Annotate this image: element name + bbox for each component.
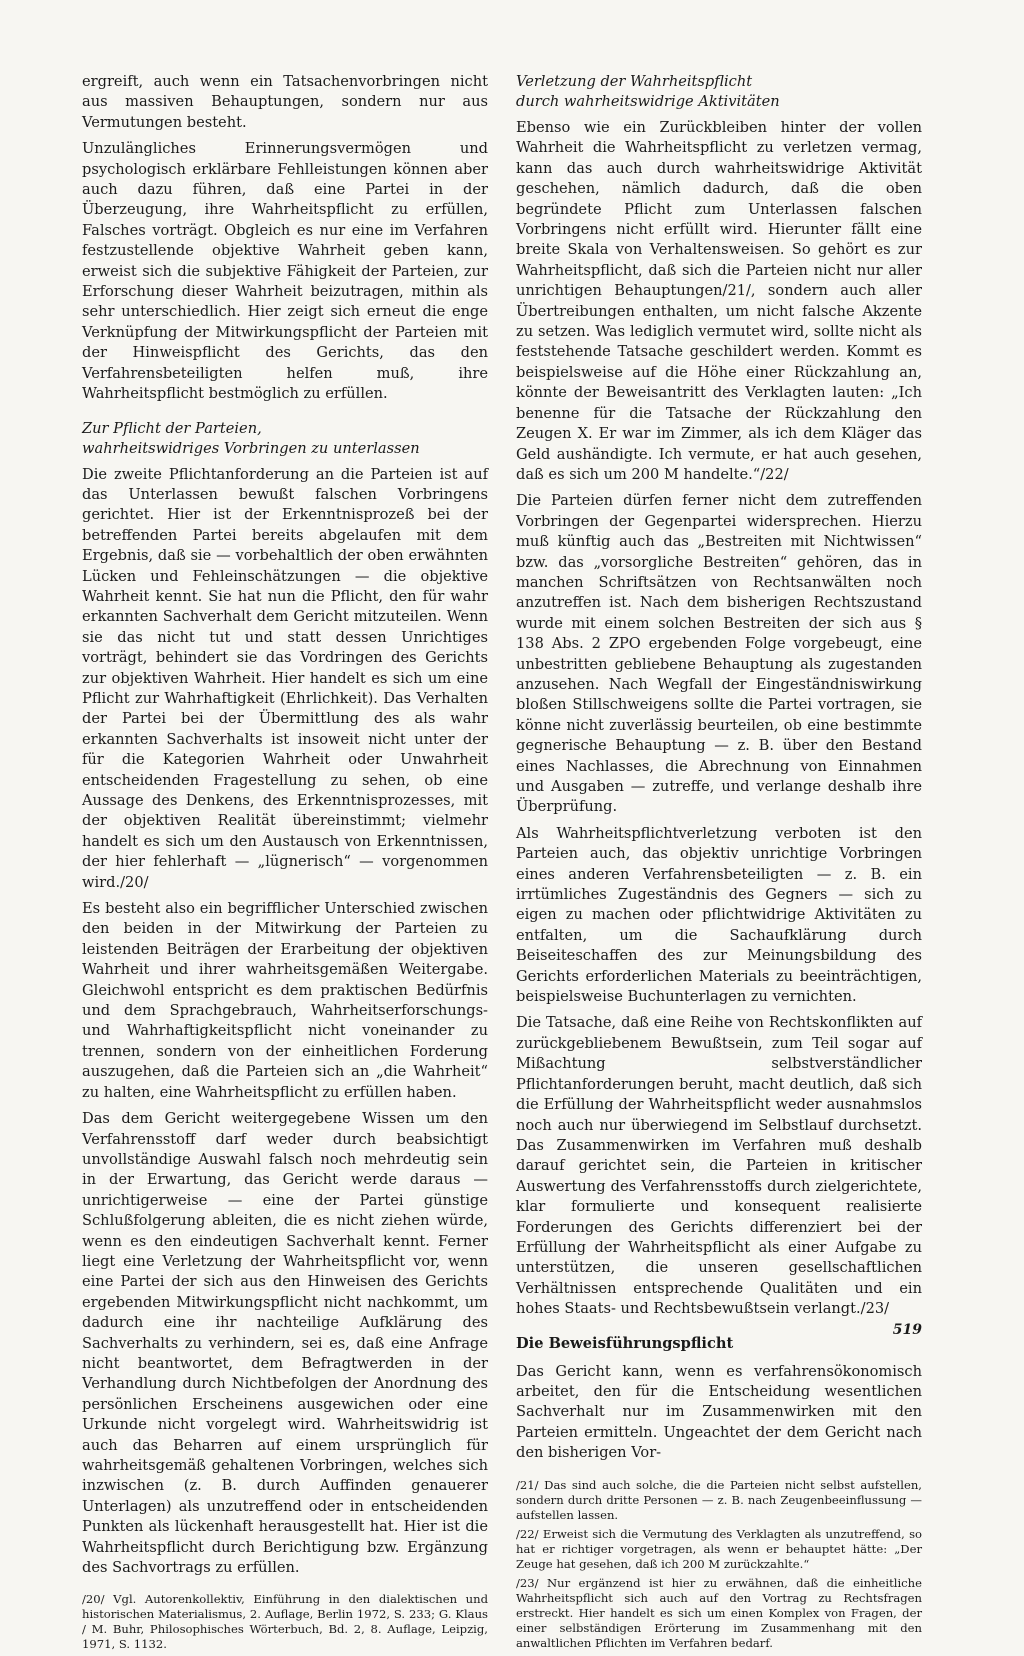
section-heading-line: wahrheitswidriges Vorbringen zu unterlassen: [82, 439, 420, 457]
right-column: [516, 72, 922, 1655]
section-heading-line: Zur Pflicht der Parteien,: [82, 419, 262, 437]
body-paragraph: Die Tatsache, daß eine Reihe von Rechtskonflikten auf zurückgebliebenem Bewußtsein, zum Teil sogar auf Mißachtung selbstverständlicher Pflichtanforderungen beruht, macht deutlich, daß sich die Erfüllung der Wahrheitspflicht weder ausnahmslos noch auch nur überwiegend im Selbstlauf durchsetzt. Das Zusammenwirken im Verfahren muß deshalb darauf gerichtet sein, die Parteien in kritischer Auswertung des Verfahrensstoffs durch zielgerichtete, klar formulierte und konsequent realisierte Forderungen des Gerichts differenziert bei der Erfüllung der Wahrheitspflicht als einer Aufgabe zu unterstützen, die unseren gesellschaftlichen Verhältnissen entsprechende Qualitäten und ein hohes Staats- und Rechtsbewußtsein verlangt./23/: [516, 1014, 922, 1318]
body-paragraph: Die zweite Pflichtanforderung an die Parteien ist auf das Unterlassen bewußt falschen Vorbringens gerichtet. Hier ist der Erkenntnisprozeß bei der betreffenden Partei bereits abgelaufen mit dem Ergebnis, daß sie — vorbehaltlich der oben erwähnten Lücken und Fehleinschätzungen — die objektive Wahrheit kennt. Sie hat nun die Pflicht, den für wahr erkannten Sachverhalt dem Gericht mitzuteilen. Wenn sie das nicht tut und statt dessen Unrichtiges vorträgt, behindert sie das Vordringen des Gerichts zur objektiven Wahrheit. Hier handelt es sich um eine Pflicht zur Wahrhaftigkeit (Ehrlichkeit). Das Verhalten der Partei bei der Übermittlung des als wahr erkannten Sachverhalts ist insoweit nicht unter der für die Kategorien Wahrheit oder Unwahrheit entscheidenden Fragestellung zu sehen, ob eine Aussage des Denkens, des Erkenntnisprozesses, mit der objektiven Realität übereinstimmt; vielmehr handelt es sich um den Austausch von Erkenntnissen, der hier fehlerhaft — „lügnerisch“ — vorgenommen wird./20/: [82, 465, 488, 891]
footnote: /22/ Erweist sich die Vermutung des Verklagten als unzutreffend, so hat er richtiger vorgetragen, als wenn er behauptet hätte: „Der Zeuge hat gesehen, daß ich 200 M zurückzahlte.“: [516, 1526, 922, 1571]
body-paragraph: ergreift, auch wenn ein Tatsachenvorbringen nicht aus massiven Behauptungen, sondern nur aus Vermutungen besteht.: [82, 73, 488, 131]
footnotes: [516, 1478, 922, 1651]
footnote: /20/ Vgl. Autorenkollektiv, Einführung in den dialektischen und historischen Materialismus, 2. Auflage, Berlin 1972, S. 233; G. Klaus / M. Buhr, Philosophisches Wörterbuch, Bd. 2, 8. Auflage, Leipzig, 1971, S. 1132.: [82, 1592, 488, 1652]
section-heading-bold: Die Beweisführungspflicht: [516, 1334, 734, 1352]
section-heading: [516, 72, 922, 112]
footnote: /21/ Das sind auch solche, die die Parteien nicht selbst aufstellen, sondern durch dritte Personen — z. B. nach Zeugenbeeinflussung — aufstellen lassen.: [516, 1477, 922, 1522]
body-paragraph: Unzulängliches Erinnerungsvermögen und psychologisch erklärbare Fehlleistungen können aber auch dazu führen, daß eine Partei in der Überzeugung, ihre Wahrheitspflicht zu erfüllen, Falsches vorträgt. Obgleich es nur eine im Verfahren festzustellende objektive Wahrheit geben kann, erweist sich die subjektive Fähigkeit der Parteien, zur Erforschung dieser Wahrheit beizutragen, mithin als sehr unterschiedlich. Hier zeigt sich erneut die enge Verknüpfung der Mitwirkungspflicht der Parteien mit der Hinweispflicht des Gerichts, das den Verfahrensbeteiligten helfen muß, ihre Wahrheitspflicht bestmöglich zu erfüllen.: [82, 140, 488, 403]
footnote: /23/ Nur ergänzend ist hier zu erwähnen, daß die einheitliche Wahrheitspflicht sich auch auf den Vortrag zu Rechtsfragen erstreckt. Hier handelt es sich um einen Komplex von Fragen, der einer selbständigen Erörterung im Zusammenhang mit den anwaltlichen Pflichten im Verfahren bedarf.: [516, 1575, 922, 1650]
left-column: [82, 72, 488, 1656]
body-paragraph: Die Parteien dürfen ferner nicht dem zutreffenden Vorbringen der Gegenpartei widersprechen. Hierzu muß künftig auch das „Bestreiten mit Nichtwissen“ bzw. das „vorsorgliche Bestreiten“ gehören, das in manchen Schriftsätzen von Rechtsanwälten noch anzutreffen ist. Nach dem bisherigen Rechtszustand wurde mit einem solchen Bestreiten der sich aus § 138 Abs. 2 ZPO ergebenden Folge vorgebeugt, eine unbestritten gebliebene Behauptung als zugestanden anzusehen. Nach Wegfall der Eingeständniswirkung bloßen Stillschweigens sollte die Partei vortragen, sie könne nicht zuverlässig beurteilen, ob eine bestimmte gegnerische Behauptung — z. B. über den Bestand eines Nachlasses, die Abrechnung von Einnahmen und Ausgaben — zutreffe, und verlange deshalb ihre Überprüfung.: [516, 492, 922, 816]
body-paragraph: Das dem Gericht weitergegebene Wissen um den Verfahrensstoff darf weder durch beabsichtigt unvollständige Auswahl falsch noch mehrdeutig sein in der Erwartung, das Gericht werde daraus — unrichtigerweise — eine der Partei günstige Schlußfolgerung ableiten, die es nicht ziehen würde, wenn es den eindeutigen Sachverhalt kennt. Ferner liegt eine Verletzung der Wahrheitspflicht vor, wenn eine Partei der sich aus den Hinweisen des Gerichts ergebenden Mitwirkungspflicht nicht nachkommt, um dadurch eine ihr nachteilige Aufklärung des Sachverhalts zu verhindern, sei es, daß eine Anfrage nicht beantwortet, dem Befragtwerden in der Verhandlung durch Nichtbefolgen der Anordnung des persönlichen Erscheinens ausgewichen oder eine Urkunde nicht vorgelegt wird. Wahrheitswidrig ist auch das Beharren auf einem ursprünglich für wahrheitsgemäß gehaltenen Vorbringen, welches sich inzwischen (z. B. durch Auffinden genauerer Unterlagen) als unzutreffend oder in entscheidenden Punkten als lückenhaft herausgestellt hat. Hier ist die Wahrheitspflicht durch Berichtigung bzw. Ergänzung des Sachvortrags zu erfüllen.: [82, 1110, 488, 1577]
body-paragraph: Ebenso wie ein Zurückbleiben hinter der vollen Wahrheit die Wahrheitspflicht zu verletzen vermag, kann das auch durch wahrheitswidrige Aktivität geschehen, nämlich dadurch, daß die oben begründete Pflicht zum Unterlassen falschen Vorbringens nicht erfüllt wird. Hierunter fällt eine breite Skala von Verhaltensweisen. So gehört es zur Wahrheitspflicht, daß sich die Parteien nicht nur aller unrichtigen Behauptungen/21/, sondern auch aller Übertreibungen enthalten, um nicht falsche Akzente zu setzen. Was lediglich vermutet wird, sollte nicht als feststehende Tatsache geschildert werden. Kommt es beispielsweise auf die Höhe einer Rückzahlung an, könnte der Beweisantritt des Verklagten lauten: „Ich benenne für die Tatsache der Rückzahlung den Zeugen X. Er war im Zimmer, als ich dem Kläger das Geld aushändigte. Ich vermute, er hat auch gesehen, daß es sich um 200 M handelte.“/22/: [516, 119, 922, 483]
body-paragraph: Es besteht also ein begrifflicher Unterschied zwischen den beiden in der Mitwirkung der Parteien zu leistenden Beiträgen der Erarbeitung der objektiven Wahrheit und ihrer wahrheitsgemäßen Weitergabe. Gleichwohl entspricht es dem praktischen Bedürfnis und dem Sprachgebrauch, Wahrheitserforschungs- und Wahrhaftigkeitspflicht nicht voneinander zu trennen, sondern von der einheitlichen Forderung auszugehen, daß die Parteien sich an „die Wahrheit“ zu halten, eine Wahrheitspflicht zu erfüllen haben.: [82, 900, 488, 1101]
section-heading-line: Verletzung der Wahrheitspflicht: [516, 73, 753, 90]
body-paragraph: Als Wahrheitspflichtverletzung verboten ist den Parteien auch, das objektiv unrichtige Vorbringen eines anderen Verfahrensbeteiligten — z. B. ein irrtümliches Zugeständnis des Gegners — sich zu eigen zu machen oder pflichtwidrige Aktivitäten zu entfalten, um die Sachaufklärung durch Beiseiteschaffen des zur Meinungsbildung des Gerichts erforderlichen Materials zu beeinträchtigen, beispielsweise Buchunterlagen zu vernichten.: [516, 824, 922, 1006]
footnotes: [82, 1592, 488, 1652]
section-heading-line: durch wahrheitswidrige Aktivitäten: [516, 93, 780, 110]
section-heading: [82, 419, 488, 459]
page-number: 519: [892, 1322, 922, 1338]
body-paragraph: Das Gericht kann, wenn es verfahrensökonomisch arbeitet, den für die Entscheidung wesentlichen Sachverhalt nur im Zusammenwirken mit den Parteien ermitteln. Ungeachtet der dem Gericht nach den bisherigen Vor-: [516, 1362, 922, 1462]
